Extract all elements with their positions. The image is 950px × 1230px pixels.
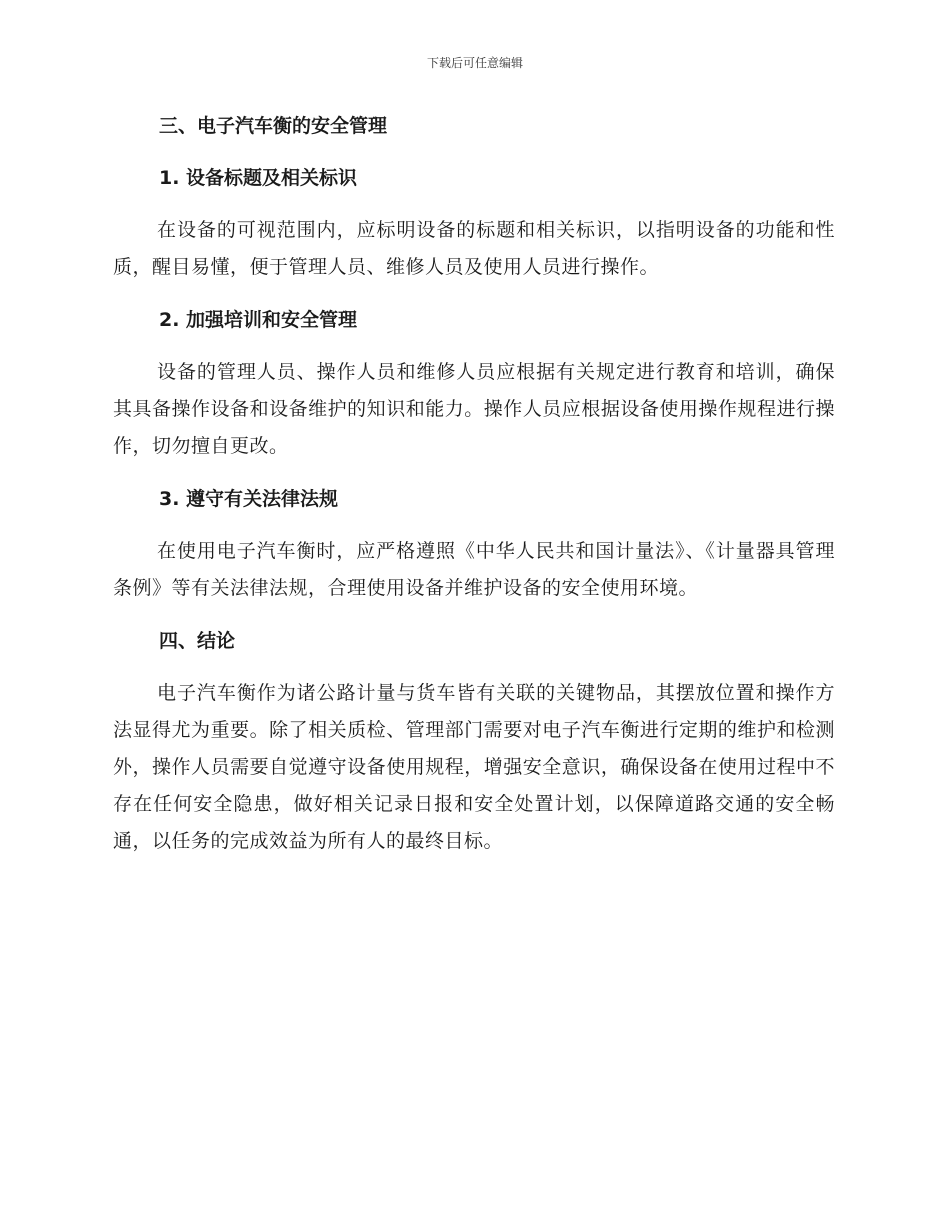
item-2-heading: 2. 加强培训和安全管理: [159, 309, 358, 331]
item-1-heading: 1. 设备标题及相关标识: [159, 167, 358, 189]
item-3-heading: 3. 遵守有关法律法规: [159, 488, 339, 510]
document-body: [113, 108, 835, 860]
header-note: 下载后可任意编辑: [426, 56, 523, 70]
item-2-paragraph: 设备的管理人员、操作人员和维修人员应根据有关规定进行教育和培训，确保其具备操作设备和设备维护的知识和能力。操作人员应根据设备使用操作规程进行操作，切勿擅自更改。: [113, 361, 835, 457]
section-4-paragraph: 电子汽车衡作为诸公路计量与货车皆有关联的关键物品，其摆放位置和操作方法显得尤为重要。除了相关质检、管理部门需要对电子汽车衡进行定期的维护和检测外，操作人员需要自觉遵守设备使用规程，增强安全意识，确保设备在使用过程中不存在任何安全隐患，做好相关记录日报和安全处置计划，以保障道路交通的安全畅通，以任务的完成效益为所有人的最终目标。: [113, 682, 835, 852]
section-4-heading: 四、结论: [159, 630, 236, 652]
item-3-paragraph: 在使用电子汽车衡时，应严格遵照《中华人民共和国计量法》、《计量器具管理条例》等有关法律法规，合理使用设备并维护设备的安全使用环境。: [113, 540, 835, 599]
item-1-paragraph: 在设备的可视范围内，应标明设备的标题和相关标识，以指明设备的功能和性质，醒目易懂，便于管理人员、维修人员及使用人员进行操作。: [113, 219, 835, 278]
section-3-heading: 三、电子汽车衡的安全管理: [159, 115, 388, 137]
